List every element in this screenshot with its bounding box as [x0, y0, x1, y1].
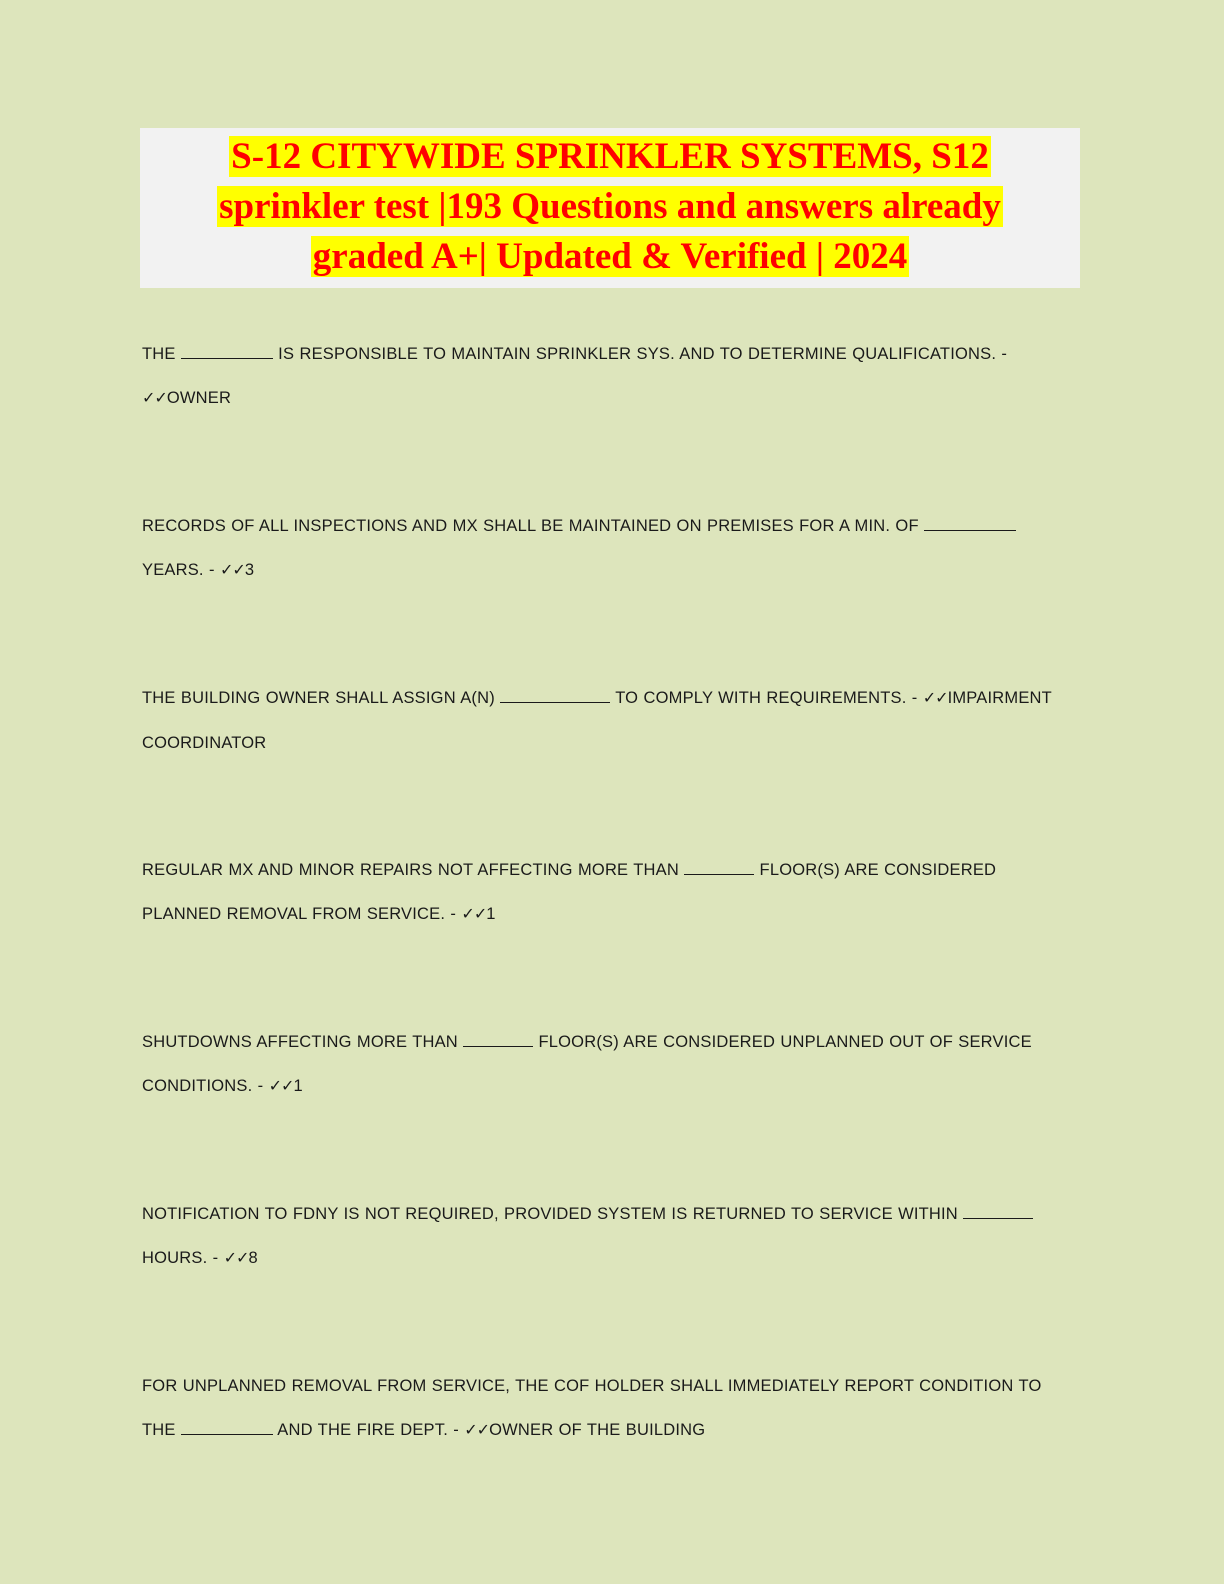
qa-prefix: SHUTDOWNS AFFECTING MORE THAN — [142, 1033, 464, 1051]
check-mark: ✓✓ — [220, 562, 245, 579]
check-mark: ✓✓ — [464, 1422, 490, 1439]
qa-suffix: TO COMPLY WITH REQUIREMENTS. - — [610, 689, 923, 707]
qa-answer: OWNER — [166, 389, 232, 407]
qa-item — [142, 332, 1077, 421]
qa-list — [142, 332, 1077, 1536]
qa-prefix: NOTIFICATION TO FDNY IS NOT REQUIRED, PROVIDED SYSTEM IS RETURNED TO SERVICE WITHIN — [142, 1205, 964, 1223]
qa-answer: 1 — [293, 1077, 303, 1095]
qa-item — [142, 676, 1077, 765]
qa-prefix: REGULAR MX AND MINOR REPAIRS NOT AFFECTING MORE THAN — [142, 861, 685, 879]
check-mark: ✓✓ — [268, 1078, 294, 1095]
qa-item — [142, 1192, 1077, 1281]
qa-text — [142, 676, 1077, 765]
answer-blank — [963, 1204, 1033, 1219]
qa-prefix: THE BUILDING OWNER SHALL ASSIGN A(N) — [142, 689, 501, 707]
qa-text — [142, 1364, 1077, 1453]
title-line-3 — [140, 232, 1080, 282]
qa-item — [142, 504, 1077, 593]
qa-prefix: RECORDS OF ALL INSPECTIONS AND MX SHALL BE MAINTAINED ON PREMISES FOR A MIN. OF — [142, 517, 925, 535]
qa-answer: IMPAIRMENT COORDINATOR — [142, 689, 1052, 752]
title-line-2 — [140, 182, 1080, 232]
title-line-1 — [140, 132, 1080, 182]
answer-blank — [181, 344, 273, 359]
answer-blank — [181, 1420, 273, 1435]
answer-blank — [924, 516, 1016, 531]
qa-suffix: AND THE FIRE DEPT. - — [272, 1421, 465, 1439]
qa-item — [142, 848, 1077, 937]
qa-prefix: FOR UNPLANNED REMOVAL FROM SERVICE, THE COF HOLDER SHALL IMMEDIATELY REPORT CONDITION TO THE — [142, 1377, 1042, 1439]
qa-answer: 8 — [248, 1249, 258, 1267]
check-mark: ✓✓ — [922, 690, 948, 707]
qa-item — [142, 1364, 1077, 1453]
check-mark: ✓✓ — [461, 906, 487, 923]
answer-blank — [500, 688, 610, 703]
qa-prefix: THE — [142, 345, 181, 363]
qa-suffix: IS RESPONSIBLE TO MAINTAIN SPRINKLER SYS. AND TO DETERMINE QUALIFICATIONS. - — [272, 345, 1008, 363]
qa-answer: 3 — [244, 561, 255, 579]
qa-answer: OWNER OF THE BUILDING — [489, 1421, 706, 1439]
title-line-1-text: S-12 CITYWIDE SPRINKLER SYSTEMS, S12 — [231, 136, 989, 177]
title-line-3-text: graded A+| Updated & Verified | 2024 — [312, 236, 908, 277]
qa-text — [142, 848, 1077, 937]
qa-suffix: YEARS. - — [142, 561, 220, 579]
qa-text — [142, 332, 1077, 421]
qa-suffix: FLOOR(S) ARE CONSIDERED UNPLANNED OUT OF SERVICE CONDITIONS. - — [142, 1033, 1032, 1095]
qa-text — [142, 504, 1077, 593]
qa-text — [142, 1020, 1077, 1109]
document-title — [140, 128, 1080, 288]
title-line-2-text: sprinkler test |193 Questions and answers already — [219, 186, 1001, 227]
qa-suffix: FLOOR(S) ARE CONSIDERED PLANNED REMOVAL FROM SERVICE. - — [142, 861, 997, 923]
answer-blank — [463, 1032, 533, 1047]
qa-answer: 1 — [486, 905, 496, 923]
qa-item — [142, 1020, 1077, 1109]
qa-suffix: HOURS. - — [142, 1249, 224, 1267]
qa-text — [142, 1192, 1077, 1281]
answer-blank — [684, 860, 754, 875]
check-mark: ✓✓ — [223, 1250, 249, 1267]
check-mark: ✓✓ — [142, 390, 167, 407]
